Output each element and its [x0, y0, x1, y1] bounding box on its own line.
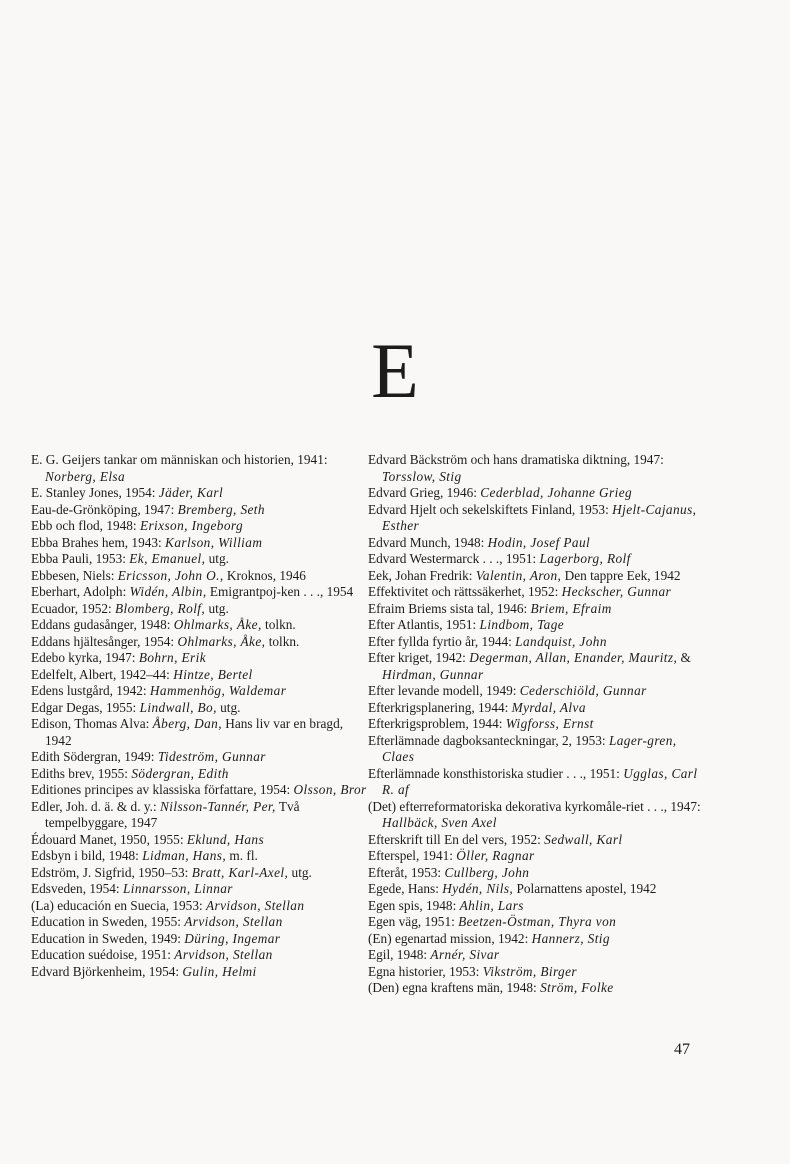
entry-title: Editiones principes av klassiska författare, 1954: — [31, 782, 294, 797]
index-entry — [368, 931, 704, 948]
entry-author: Landquist, John — [515, 633, 607, 649]
entry-author: Hammenhög, Waldemar — [149, 683, 287, 698]
entry-title: Efterlämnade konsthistoriska studier . . ., 1951: — [368, 765, 624, 781]
index-entry — [368, 535, 704, 552]
entry-author: Bratt, Karl-Axel, — [191, 864, 289, 880]
entry-author: Arvidson, Stellan — [184, 914, 283, 929]
entry-title: Efterlämnade dagboksanteckningar, 2, 1953: — [368, 732, 609, 748]
index-entry — [368, 700, 704, 717]
index-entry — [31, 535, 367, 552]
entry-author: Blomberg, Rolf, — [115, 600, 206, 616]
index-entry — [31, 799, 367, 832]
entry-title: Edvard Westermarck . . ., 1951: — [368, 551, 540, 566]
entry-note: & — [677, 650, 691, 665]
entry-author: Norberg, Elsa — [45, 468, 126, 484]
index-entry — [31, 617, 367, 634]
entry-author: Karlson, William — [165, 534, 263, 550]
entry-title: Edler, Joh. d. ä. & d. y.: — [31, 798, 160, 814]
entry-author: Ek, Emanuel, — [129, 551, 206, 566]
entry-title: Egil, 1948: — [368, 947, 431, 962]
index-entry — [31, 502, 367, 519]
entry-note: Emigrantpoj-ken . . ., 1954 — [206, 584, 354, 599]
index-entry — [368, 964, 704, 981]
index-entry — [31, 667, 367, 684]
index-entry — [368, 733, 704, 766]
entry-author-2: Hirdman, Gunnar — [382, 666, 484, 682]
entry-author: Vikström, Birger — [482, 963, 577, 979]
entry-title: (Det) efterreformatoriska dekorativa kyrkomåle-riet . . ., 1947: — [368, 798, 701, 814]
entry-title: Edebo kyrka, 1947: — [31, 650, 139, 665]
entry-title: Edsbyn i bild, 1948: — [31, 848, 143, 863]
entry-title: Eau-de-Grönköping, 1947: — [31, 501, 178, 517]
entry-note: Två tempelbyggare, 1947 — [45, 798, 300, 830]
entry-author: Ahlin, Lars — [459, 897, 524, 913]
entry-title: Ebbesen, Niels: — [31, 567, 118, 583]
entry-note: Kroknos, 1946 — [223, 567, 306, 583]
entry-author: Erixson, Ingeborg — [139, 518, 244, 533]
index-entry — [368, 485, 704, 502]
entry-title: Egna historier, 1953: — [368, 963, 483, 979]
entry-title: Edison, Thomas Alva: — [31, 716, 153, 731]
index-entry — [31, 551, 367, 568]
entry-author: Lidman, Hans, — [142, 848, 227, 863]
entry-title: Edsveden, 1954: — [31, 881, 123, 896]
index-entry — [31, 584, 367, 601]
index-entry — [368, 865, 704, 882]
index-entry — [31, 650, 367, 667]
entry-author: Hintze, Bertel — [173, 666, 253, 682]
entry-title: Efterspel, 1941: — [368, 848, 457, 863]
index-entry — [31, 782, 367, 799]
entry-author: Valentin, Aron, — [475, 567, 562, 583]
entry-title: Education in Sweden, 1949: — [31, 930, 185, 946]
entry-author: Arvidson, Stellan — [206, 897, 305, 913]
entry-title: Edström, J. Sigfrid, 1950–53: — [31, 864, 192, 880]
entry-title: E. Stanley Jones, 1954: — [31, 485, 159, 500]
entry-author: Arnér, Sivar — [430, 947, 500, 962]
entry-title: Egen väg, 1951: — [368, 914, 459, 929]
entry-note: Hans liv var en bragd, 1942 — [45, 716, 344, 748]
index-entry — [31, 601, 367, 618]
right-column — [368, 452, 704, 997]
entry-author: Ström, Folke — [540, 980, 614, 995]
entry-author: Wigforss, Ernst — [505, 716, 594, 731]
index-entry — [31, 683, 367, 700]
index-entry — [368, 848, 704, 865]
entry-author: Ohlmarks, Åke, — [177, 633, 266, 649]
entry-title: Eddans gudasånger, 1948: — [31, 617, 174, 632]
entry-note: Polarnattens apostel, 1942 — [513, 881, 657, 896]
entry-title: Efter Atlantis, 1951: — [368, 617, 480, 632]
entry-note: utg. — [205, 551, 229, 566]
entry-title: Edvard Grieg, 1946: — [368, 485, 481, 500]
entry-author: Sedwall, Karl — [544, 831, 623, 847]
entry-author: Myrdal, Alva — [511, 699, 586, 715]
index-entry — [31, 865, 367, 882]
entry-author: Olsson, Bror — [293, 782, 367, 797]
index-entry — [368, 584, 704, 601]
entry-title: Efterkrigsplanering, 1944: — [368, 699, 512, 715]
entry-title: Edelfelt, Albert, 1942–44: — [31, 666, 174, 682]
index-entry — [368, 914, 704, 931]
entry-author: Bohrn, Erik — [138, 650, 207, 665]
entry-title: Ebb och flod, 1948: — [31, 518, 140, 533]
entry-title: Edvard Munch, 1948: — [368, 534, 488, 550]
entry-author: Düring, Ingemar — [184, 930, 281, 946]
entry-title: Egen spis, 1948: — [368, 897, 460, 913]
index-entry — [31, 634, 367, 651]
index-entry — [31, 964, 367, 981]
index-entry — [31, 914, 367, 931]
section-letter: E — [371, 327, 419, 414]
entry-title: Edvard Björkenheim, 1954: — [31, 963, 183, 979]
index-entry — [31, 832, 367, 849]
index-entry — [31, 568, 367, 585]
index-entry — [31, 881, 367, 898]
index-entry — [368, 502, 704, 535]
page-number: 47 — [674, 1041, 690, 1058]
index-entry — [31, 898, 367, 915]
entry-author: Södergran, Edith — [131, 765, 229, 781]
entry-title: Eek, Johan Fredrik: — [368, 567, 476, 583]
entry-author: Hannerz, Stig — [531, 930, 610, 946]
entry-author: Eklund, Hans — [186, 831, 265, 847]
entry-author: Tideström, Gunnar — [157, 749, 266, 764]
entry-author: Cederblad, Johanne Grieg — [480, 485, 633, 500]
index-entry — [31, 518, 367, 535]
index-entry — [31, 452, 367, 485]
entry-title: Eddans hjältesånger, 1954: — [31, 633, 178, 649]
entry-title: Edens lustgård, 1942: — [31, 683, 150, 698]
entry-author: Lagerborg, Rolf — [539, 551, 631, 566]
entry-author: Widén, Albin, — [129, 584, 207, 599]
entry-title: Efter levande modell, 1949: — [368, 683, 520, 698]
entry-author: Lindwall, Bo, — [139, 699, 217, 715]
index-entry — [368, 551, 704, 568]
entry-title: Egede, Hans: — [368, 881, 443, 896]
entry-title: Efter kriget, 1942: — [368, 650, 470, 665]
entry-note: utg. — [205, 600, 229, 616]
entry-author: Briem, Efraim — [530, 600, 612, 616]
entry-note: tolkn. — [265, 633, 300, 649]
entry-author: Ugglas, Carl R. af — [382, 765, 698, 797]
entry-title: Ecuador, 1952: — [31, 600, 116, 616]
entry-title: (En) egenartad mission, 1942: — [368, 930, 532, 946]
entry-title: Efterkrigsproblem, 1944: — [368, 716, 506, 731]
index-entry — [31, 485, 367, 502]
entry-author: Åberg, Dan, — [152, 716, 222, 731]
entry-title: Edvard Bäckström och hans dramatiska diktning, 1947: — [368, 452, 664, 467]
entry-title: Edith Södergran, 1949: — [31, 749, 158, 764]
index-entry — [31, 716, 367, 749]
entry-title: Eberhart, Adolph: — [31, 584, 130, 599]
index-entry — [368, 617, 704, 634]
left-column — [31, 452, 367, 980]
index-entry — [31, 749, 367, 766]
entry-title: Efter fyllda fyrtio år, 1944: — [368, 633, 516, 649]
index-entry — [31, 848, 367, 865]
entry-author: Hjelt-Cajanus, Esther — [382, 501, 697, 533]
index-entry — [368, 947, 704, 964]
entry-author: Ericsson, John O., — [117, 567, 224, 583]
entry-title: Edgar Degas, 1955: — [31, 699, 140, 715]
index-entry — [368, 832, 704, 849]
index-entry — [31, 931, 367, 948]
index-entry — [368, 452, 704, 485]
entry-author: Degerman, Allan, Enander, Mauritz, — [469, 650, 678, 665]
entry-author: Linnarsson, Linnar — [122, 881, 233, 896]
entry-title: (La) educación en Suecia, 1953: — [31, 897, 207, 913]
entry-note: Den tappre Eek, 1942 — [561, 567, 681, 583]
entry-author: Arvidson, Stellan — [174, 947, 273, 962]
index-entry — [368, 601, 704, 618]
entry-author: Hodin, Josef Paul — [487, 534, 591, 550]
index-entry — [368, 980, 704, 997]
entry-note: m. fl. — [226, 848, 258, 863]
entry-author: Beetzen-Östman, Thyra von — [458, 914, 617, 929]
entry-author: Hallbäck, Sven Axel — [382, 815, 497, 830]
index-entry — [368, 716, 704, 733]
entry-title: Efterskrift till En del vers, 1952: — [368, 831, 545, 847]
entry-title: Edvard Hjelt och sekelskiftets Finland, 1953: — [368, 501, 613, 517]
index-entry — [31, 947, 367, 964]
index-entry — [31, 766, 367, 783]
index-entry — [368, 650, 704, 683]
entry-title: Ebba Brahes hem, 1943: — [31, 534, 166, 550]
entry-title: (Den) egna kraftens män, 1948: — [368, 980, 541, 995]
entry-author: Nilsson-Tannér, Per, — [159, 798, 276, 814]
entry-title: Efraim Briems sista tal, 1946: — [368, 600, 531, 616]
index-entry — [368, 898, 704, 915]
entry-note: utg. — [216, 699, 241, 715]
entry-author: Cullberg, John — [444, 864, 530, 880]
index-entry — [368, 568, 704, 585]
entry-author: Cederschiöld, Gunnar — [519, 683, 647, 698]
index-entry — [368, 881, 704, 898]
entry-author: Ohlmarks, Åke, — [173, 617, 262, 632]
entry-title: Education in Sweden, 1955: — [31, 914, 185, 929]
entry-title: Efteråt, 1953: — [368, 864, 445, 880]
entry-author: Lager-gren, Claes — [382, 732, 677, 764]
entry-title: Ediths brev, 1955: — [31, 765, 132, 781]
entry-author: Torsslow, Stig — [382, 468, 462, 484]
entry-title: Édouard Manet, 1950, 1955: — [31, 831, 187, 847]
entry-author: Lindbom, Tage — [479, 617, 565, 632]
index-entry — [368, 683, 704, 700]
entry-author: Gulin, Helmi — [182, 963, 257, 979]
entry-author: Jäder, Karl — [158, 485, 224, 500]
entry-author: Hydén, Nils, — [442, 881, 514, 896]
entry-title: E. G. Geijers tankar om människan och historien, 1941: — [31, 452, 328, 467]
entry-title: Ebba Pauli, 1953: — [31, 551, 130, 566]
entry-title: Education suédoise, 1951: — [31, 947, 175, 962]
index-entry — [368, 766, 704, 799]
entry-title: Effektivitet och rättssäkerhet, 1952: — [368, 584, 562, 599]
entry-author: Öller, Ragnar — [456, 848, 535, 863]
entry-note: tolkn. — [261, 617, 296, 632]
index-entry — [31, 700, 367, 717]
index-entry — [368, 634, 704, 651]
entry-note: utg. — [288, 864, 312, 880]
entry-author: Bremberg, Seth — [177, 501, 265, 517]
entry-author: Heckscher, Gunnar — [561, 584, 672, 599]
index-entry — [368, 799, 704, 832]
